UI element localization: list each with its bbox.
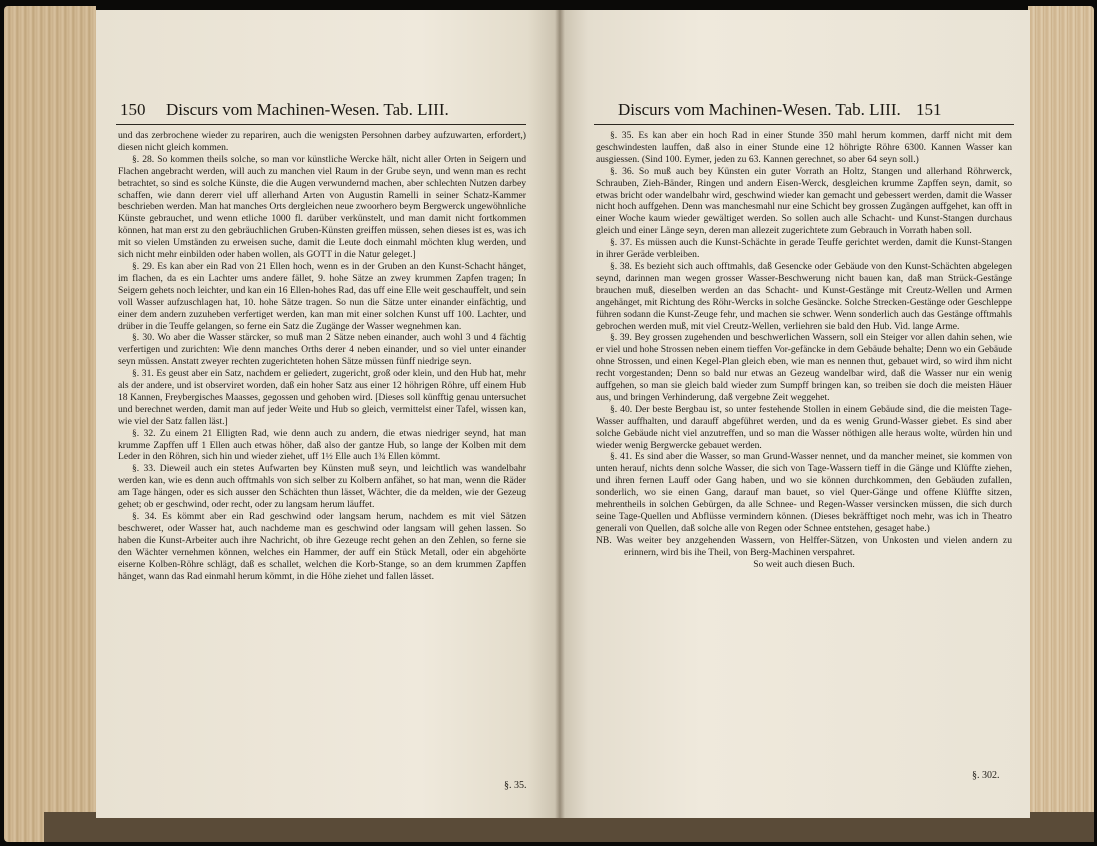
left-paragraph: §. 34. Es kömmt aber ein Rad geschwind oder langsam herum, nachdem es mit viel Sätzen beschweret, oder Wasser hat, auch nachdeme man es geschwind oder langsam will gehen lassen. So haben die Kunst-Arbeiter auch ihre Nachricht, ob ihre Gezeuge recht gehen an den Zehlen, so ferne sie den Wächter vernehmen können, welches ein Hammer, der auff ein Stück Metall, oder ein abgehörte eiserne Kolben-Röhre schlägt, daß es schallet, welchen die Korb-Stange, so an dem krummen Zapffen hänget, wann das Rad einmahl herum kömmt, in die Höhe ziehet und fallen lässet. [118,511,526,582]
left-catchword: §. 35. [504,780,527,791]
left-page-number: 150 [120,100,146,119]
right-paragraph: §. 39. Bey grossen zugehenden und beschwerlichen Wassern, soll ein Steiger vor allen dahin sehen, wie er viel und hohe Strossen neben einem tieffen Vor-gefäncke in dem Gebäude behalte; Denn wo ein Gebäude ohne Strossen, und einen Kegel-Plan gleich eben, wie man es nennen thut, gebauet wird, so wird ihm nicht recht vorgestanden; Denn so bald nur etwas an Gezeug wandelbar wird, daß die Wasser nur ein wenig auffgehen, so man sie gleich bald wieder zum Sumpff bringen kan, so treiben sie doch die meisten Häuer aus, und bringen Verhinderung, daß vergebne Zeit weggehet. [596,332,1012,403]
right-paragraph: §. 37. Es müssen auch die Kunst-Schächte in gerade Teuffe gerichtet werden, damit die Kunst-Stangen in ihrer Geräde verbleiben. [596,237,1012,261]
right-paragraph: §. 38. Es bezieht sich auch offtmahls, daß Gesencke oder Gebäude von den Kunst-Schächten abgelegen seynd, darinnen man wegen grosser Wasser-Beschwerung nicht bauen kan, daß man Strück-Gestänge brauchen muß, dieselben werden an das Schacht- und Kunst-Gestänge mit Creutz-Wellen und Armen angehänget, mit Richtung des Röhr-Wercks in solche Gesäncke. Solche Strecken-Gestänge oder Geschleppe führen sodann die Kunst-Zeuge fehr, und machen sie schwer. Wenn sonderlich auch das Gestänge offtmahls gebrochen werden muß, mit viel Creutz-Wellen, verliehren sie bald den Hub. Vid. lange Arme. [596,260,1012,332]
right-paragraph: §. 41. Es sind aber die Wasser, so man Grund-Wasser nennet, und da mancher meinet, sie kommen von unten herauf, nichts denn solche Wasser, die sich von Tage-Wassern tieff in die Gänge und Klüffte ziehen, und ihren fernen Lauff oder Gang haben, und wo sie können durchkommen, den Gebäuden zufallen, sonderlich, wo sie einen Gang, darauf man bauet, so viel Quer-Gänge und offene Klüffte sitzen, mehrentheils in solchen Gebürgen, da alle Schnee- und Regen-Wasser versincken müssen, die sich durch seine Tage-Quellen und Abflüsse vermindern können. (Dieses bekräfftiget noch mehr, was ich in Theatro generali von Quellen, daß solche alle von Regen oder Schnee entstehen, gesaget habe.) [596,451,1012,534]
left-paragraph: §. 32. Zu einem 21 Elligten Rad, wie denn auch zu andern, die etwas niedriger seynd, hat man krumme Zapffen uff 1 Ellen auch etwas höher, daß also der gantze Hub, so lange der Kolben mit dem Leder in den Röhren, sich hin und wieder ziehet, uff 1½ Elle auch 1¾ Ellen kömmt. [118,427,526,463]
right-page-number: 151 [916,100,942,119]
left-paragraph: §. 29. Es kan aber ein Rad von 21 Ellen hoch, wenn es in der Gruben an den Kunst-Schacht hänget, im flachen, da es ein Lachter ums andere fället, 9. hohe Sätze an zwey krummen Zapfen tragen; In Seigern gehets noch leichter, und kan ein 16 Ellen-hohes Rad, das uff eine Elle weit geschauffelt, und sein voll Wasser aufzuschlagen hat, 10. hohe Sätze tragen. So nun die Sätze unter einander einfächtig, und einer dem andern zuzuheben verfertiget werden, kan man mit einer solchen Kunst uff 100. Lachter, und drüber in die Teuffe gelangen, so ferne ein Satz die Zugänge der Wasser wegnehmen kan. [118,260,526,332]
left-page [96,10,560,818]
left-paragraph: §. 28. So kommen theils solche, so man vor künstliche Wercke hält, nicht aller Orten in Seigern und Flachen angebracht werden, will auch zu manchen viel Raum in der Grube seyn, und wenn man es recht betrachtet, so sind es solche Künste, die die Augen verwundernd machen, aber schlechten Nutzen darbey schaffen, wie dann dererr viel uff allerhand Arten von Augustin Ramelli in seiner Schatz-Kammer beschrieben werden. Man hat manches Orts dergleichen neue zwoorhero beym Bergwerck ungewöhnliche Künste gebrauchet, und wenn etliche 1000 fl. darüber verkünstelt, und man damit nicht fortkommen können, hat man erst zu den gebräuchlichen Gruben-Künsten greiffen müssen, sehen dieses ist es, was ich mit so vielen Umständen zu erweisen suche, damit die Leute doch einmahl möchten klug werden, und sich nicht mehr einbilden oder haben wollen, als GOTT in die Natur geleget.] [118,153,526,261]
right-page [560,10,1030,818]
left-page-body [118,130,526,582]
left-page-edges [4,6,96,842]
open-book [4,6,1094,842]
right-page-edges [1028,6,1094,842]
book-gutter [555,10,565,818]
left-running-title: Discurs vom Machinen-Wesen. Tab. LIII. [166,100,449,119]
right-running-title: Discurs vom Machinen-Wesen. Tab. LIII. [618,100,901,119]
right-header-rule [594,124,1014,125]
right-paragraph: §. 35. Es kan aber ein hoch Rad in einer Stunde 350 mahl herum kommen, darff nicht mit dem geschwindesten lauffen, daß also in einer Stunde eine 12 höhrigte Röhre 6300. Kannen Wasser kan ausgiessen. (Sind 100. Eymer, jeden zu 63. Kannen gerechnet, so aber 64 seyn soll.) [596,130,1012,165]
left-paragraph: §. 30. Wo aber die Wasser stärcker, so muß man 2 Sätze neben einander, auch wohl 3 und 4 fächtig verfertigen und zurichten: Wie denn manches Orths derer 4 neben einander, und so viel unter einander seyn müssen. Anstatt zweyer rechten zugerichteten hohen Sätze müssen fünff niedrige seyn. [118,332,526,368]
left-paragraph: und das zerbrochene wieder zu repariren, auch die wenigsten Persohnen darbey aufzuwarten, erfordert,) diesen nicht gleich kommen. [118,130,526,153]
left-paragraph: §. 33. Dieweil auch ein stetes Aufwarten bey Künsten muß seyn, und leichtlich was wandelbahr werden kan, wie es denn auch offtmahls von sich selber zu Kolbern anfähet, so hat man, wenn die Räder am Tage hängen, oder es sich ausser den Schächten thun lässet, Wächter, die da melden, wie der Gezeug gehet; ob er geschwind, oder recht, oder zu langsam herum läuffet. [118,463,526,511]
right-page-body [596,130,1012,571]
right-note: NB. Was weiter bey anzgehenden Wassern, von Helffer-Sätzen, von Unkosten und vielen andern zu erinnern, wird bis ihe Theil, von Berg-Machinen verspahret. [596,534,1012,558]
right-catchword: §. 302. [972,770,1000,781]
right-paragraph: §. 40. Der beste Bergbau ist, so unter festehende Stollen in einem Gebäude sind, die die meisten Tage-Wasser auffhalten, und darauff abgeführet werden, und da es wenig Grund-Wasser giebet. Es sind aber solche Gebäude nicht viel anzutreffen, und so man die Wasser nöthigen alle heraus wolte, würden hin und wieder wenig Bergwercke gebauet werden. [596,403,1012,451]
right-paragraph: §. 36. So muß auch bey Künsten ein guter Vorrath an Holtz, Stangen und allerhand Röhrwerck, Schrauben, Zieh-Bänder, Ringen und andern Eisen-Werck, desgleichen krumme Zapffen seyn, damit, so etwas bricht oder wandelbahr wird, geschwind wieder kan gemacht und gebessert werden, damit die Wasser nicht hoch auffgehen. Denn was manchesmahl nur eine Schicht bey grossen Zugängen auffgehet, kan offt in einer Woche kaum wieder gewältiget werden. So sollen auch alle Schacht- und Kunst-Stangen durchaus gleich und einer Länge seyn, deren man allezeit zugerichtete zum Gebrauch in Vorrath haben soll. [596,165,1012,237]
right-closing-line: So weit auch diesen Buch. [753,558,855,570]
left-paragraph: §. 31. Es geust aber ein Satz, nachdem er geliedert, zugericht, groß oder klein, und den Hub hat, mehr als der andere, und ist observiret worden, daß ein hoher Satz aus einer 12 höhrigen Röhre, uff einem Hub 18 Kannen, Freybergisches Maasses, gegossen und gehoben wird. [Dieses soll künfftig genau untersuchet und berechnet werden, damit man auf jeder Weite und Hub so gleich, vermittelst einer Tafel, wissen kan, wie viel der Satz fallen läst.] [118,368,526,427]
left-header-rule [116,124,526,125]
